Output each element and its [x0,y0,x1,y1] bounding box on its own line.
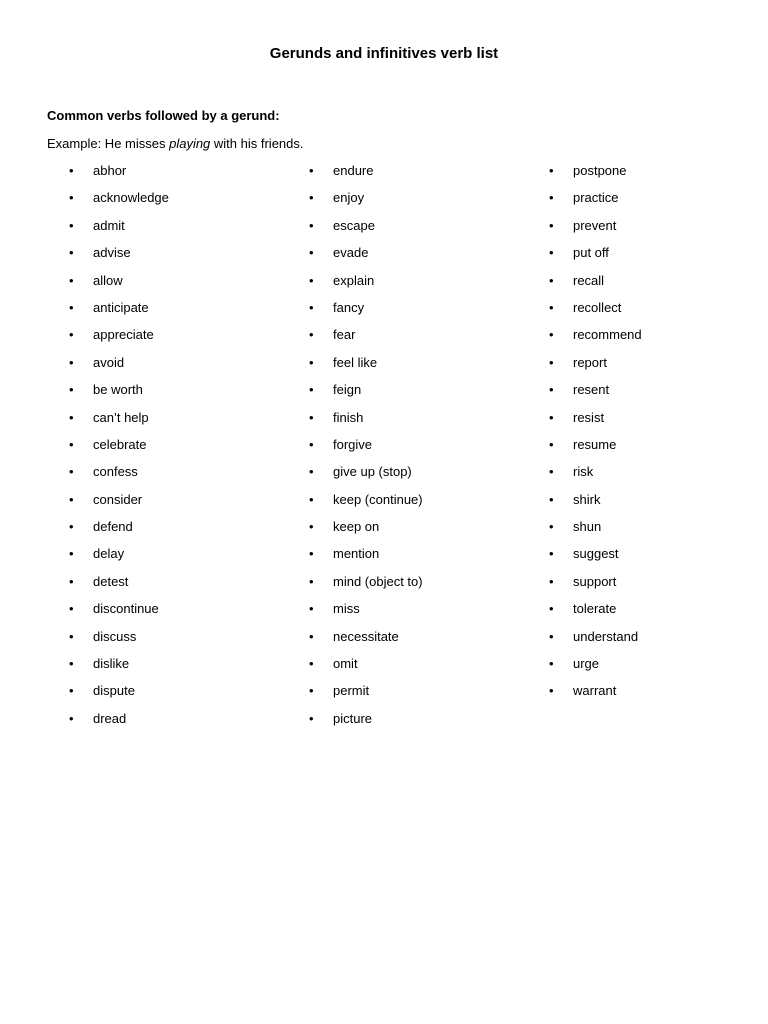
list-item [69,599,169,626]
list-item [69,627,169,654]
bullet-icon: • [549,409,554,425]
list-item [549,572,642,599]
bullet-icon: • [69,163,74,178]
verb-label: tolerate [573,601,617,617]
verb-label: miss [333,601,360,617]
bullet-icon: • [69,491,74,507]
list-item [309,490,423,517]
verb-list-column-1 [69,161,169,736]
verb-label: omit [333,656,358,672]
list-item [549,627,642,654]
bullet-icon: • [309,656,314,672]
bullet-icon: • [549,546,554,562]
bullet-icon: • [549,299,554,315]
list-item [69,216,169,243]
list-item [69,572,169,599]
bullet-icon: • [69,546,74,562]
verb-label: admit [93,217,125,233]
verb-label: support [573,573,617,589]
list-item [549,161,642,188]
bullet-icon: • [549,464,554,480]
list-item [69,408,169,435]
list-item [549,243,642,270]
bullet-icon: • [549,656,554,672]
example-suffix: with his friends. [210,136,304,151]
verb-label: forgive [333,436,373,452]
verb-label: evade [333,245,369,261]
list-item [69,188,169,215]
verb-label: detest [93,573,129,589]
bullet-icon: • [69,354,74,370]
verb-label: delay [93,546,125,562]
list-item [309,380,423,407]
list-item [309,216,423,243]
bullet-icon: • [69,217,74,233]
verb-label: feel like [333,354,378,370]
verb-label: resent [573,382,610,398]
verb-label: appreciate [93,327,154,343]
list-item [549,216,642,243]
list-item [309,435,423,462]
verb-label: abhor [93,163,127,178]
verb-label: recollect [573,299,622,315]
list-item [309,572,423,599]
list-item [549,544,642,571]
bullet-icon: • [309,491,314,507]
list-item [309,544,423,571]
list-item [549,188,642,215]
bullet-icon: • [69,519,74,535]
bullet-icon: • [549,163,554,178]
bullet-icon: • [69,628,74,644]
verb-label: postpone [573,163,627,178]
verb-label: risk [573,464,594,480]
bullet-icon: • [549,628,554,644]
list-item [549,599,642,626]
verb-label: escape [333,217,375,233]
bullet-icon: • [309,519,314,535]
example-sentence [47,136,304,151]
verb-label: keep (continue) [333,491,423,507]
list-item [549,517,642,544]
verb-label: fancy [333,299,365,315]
list-item [549,462,642,489]
bullet-icon: • [549,519,554,535]
bullet-icon: • [309,601,314,617]
list-item [309,161,423,188]
bullet-icon: • [69,573,74,589]
bullet-icon: • [69,382,74,398]
list-item [69,325,169,352]
bullet-icon: • [309,190,314,206]
verb-label: recall [573,272,605,288]
list-item [69,490,169,517]
verb-label: fear [333,327,356,343]
bullet-icon: • [309,546,314,562]
list-item [309,599,423,626]
verb-label: shun [573,519,602,535]
bullet-icon: • [309,573,314,589]
bullet-icon: • [69,299,74,315]
list-item [309,353,423,380]
verb-label: celebrate [93,436,147,452]
bullet-icon: • [549,217,554,233]
list-item [309,654,423,681]
bullet-icon: • [69,436,74,452]
verb-label: warrant [573,683,617,699]
list-item [309,408,423,435]
list-item [69,517,169,544]
list-item [69,544,169,571]
verb-label: dread [93,710,127,726]
list-item [309,681,423,708]
verb-label: enjoy [333,190,365,206]
bullet-icon: • [309,436,314,452]
list-item [309,627,423,654]
verb-label: consider [93,491,143,507]
bullet-icon: • [549,491,554,507]
bullet-icon: • [69,656,74,672]
section-heading: Common verbs followed by a gerund: [47,108,280,123]
bullet-icon: • [549,190,554,206]
bullet-icon: • [549,683,554,699]
bullet-icon: • [309,710,314,726]
list-item [69,435,169,462]
list-item [309,188,423,215]
list-item [309,271,423,298]
verb-label: shirk [573,491,601,507]
verb-label: picture [333,710,373,726]
bullet-icon: • [69,327,74,343]
bullet-icon: • [69,683,74,699]
bullet-icon: • [549,573,554,589]
bullet-icon: • [549,436,554,452]
verb-list-column-2 [309,161,423,736]
bullet-icon: • [549,382,554,398]
verb-label: practice [573,190,619,206]
verb-label: discuss [93,628,137,644]
list-item [69,353,169,380]
bullet-icon: • [309,409,314,425]
bullet-icon: • [69,601,74,617]
verb-label: endure [333,163,374,178]
list-item [69,709,169,736]
bullet-icon: • [309,382,314,398]
list-item [69,161,169,188]
list-item [549,325,642,352]
verb-label: report [573,354,607,370]
verb-label: resume [573,436,617,452]
bullet-icon: • [309,299,314,315]
bullet-icon: • [309,163,314,178]
bullet-icon: • [549,601,554,617]
bullet-icon: • [309,464,314,480]
bullet-icon: • [549,245,554,261]
bullet-icon: • [309,354,314,370]
verb-label: discontinue [93,601,159,617]
bullet-icon: • [309,628,314,644]
list-item [549,435,642,462]
verb-label: be worth [93,382,143,398]
bullet-icon: • [549,354,554,370]
verb-label: defend [93,519,133,535]
verb-label: put off [573,245,609,261]
example-emphasis: playing [169,136,211,151]
verb-label: acknowledge [93,190,169,206]
verb-label: confess [93,464,138,480]
verb-label: feign [333,382,362,398]
list-item [549,490,642,517]
verb-label: anticipate [93,299,149,315]
example-prefix: Example: He misses [47,136,170,151]
list-item [549,654,642,681]
verb-label: suggest [573,546,619,562]
verb-label: explain [333,272,375,288]
list-item [549,271,642,298]
bullet-icon: • [309,245,314,261]
verb-label: resist [573,409,605,425]
list-item [309,462,423,489]
list-item [69,243,169,270]
list-item [69,271,169,298]
bullet-icon: • [309,327,314,343]
list-item [549,298,642,325]
list-item [309,298,423,325]
bullet-icon: • [69,409,74,425]
list-item [309,709,423,736]
verb-label: mention [333,546,380,562]
list-item [549,380,642,407]
bullet-icon: • [69,464,74,480]
verb-label: allow [93,272,123,288]
verb-label: keep on [333,519,380,535]
verb-label: can’t help [93,409,149,425]
bullet-icon: • [309,272,314,288]
verb-label: advise [93,245,131,261]
bullet-icon: • [549,272,554,288]
bullet-icon: • [69,710,74,726]
verb-label: understand [573,628,639,644]
verb-label: recommend [573,327,642,343]
bullet-icon: • [69,272,74,288]
list-item [69,654,169,681]
list-item [549,408,642,435]
bullet-icon: • [309,217,314,233]
verb-label: necessitate [333,628,399,644]
verb-label: permit [333,683,370,699]
list-item [549,681,642,708]
verb-label: give up (stop) [333,464,412,480]
verb-label: urge [573,656,600,672]
verb-label: avoid [93,354,125,370]
list-item [309,325,423,352]
verb-label: dispute [93,683,135,699]
list-item [309,243,423,270]
bullet-icon: • [549,327,554,343]
bullet-icon: • [309,683,314,699]
verb-label: dislike [93,656,130,672]
verb-list-column-3 [549,161,642,709]
list-item [69,462,169,489]
list-item [549,353,642,380]
verb-label: mind (object to) [333,573,423,589]
list-item [69,681,169,708]
list-item [69,380,169,407]
page-title: Gerunds and infinitives verb list [269,45,499,62]
verb-label: finish [333,409,364,425]
list-item [309,517,423,544]
verb-label: prevent [573,217,617,233]
bullet-icon: • [69,190,74,206]
list-item [69,298,169,325]
bullet-icon: • [69,245,74,261]
